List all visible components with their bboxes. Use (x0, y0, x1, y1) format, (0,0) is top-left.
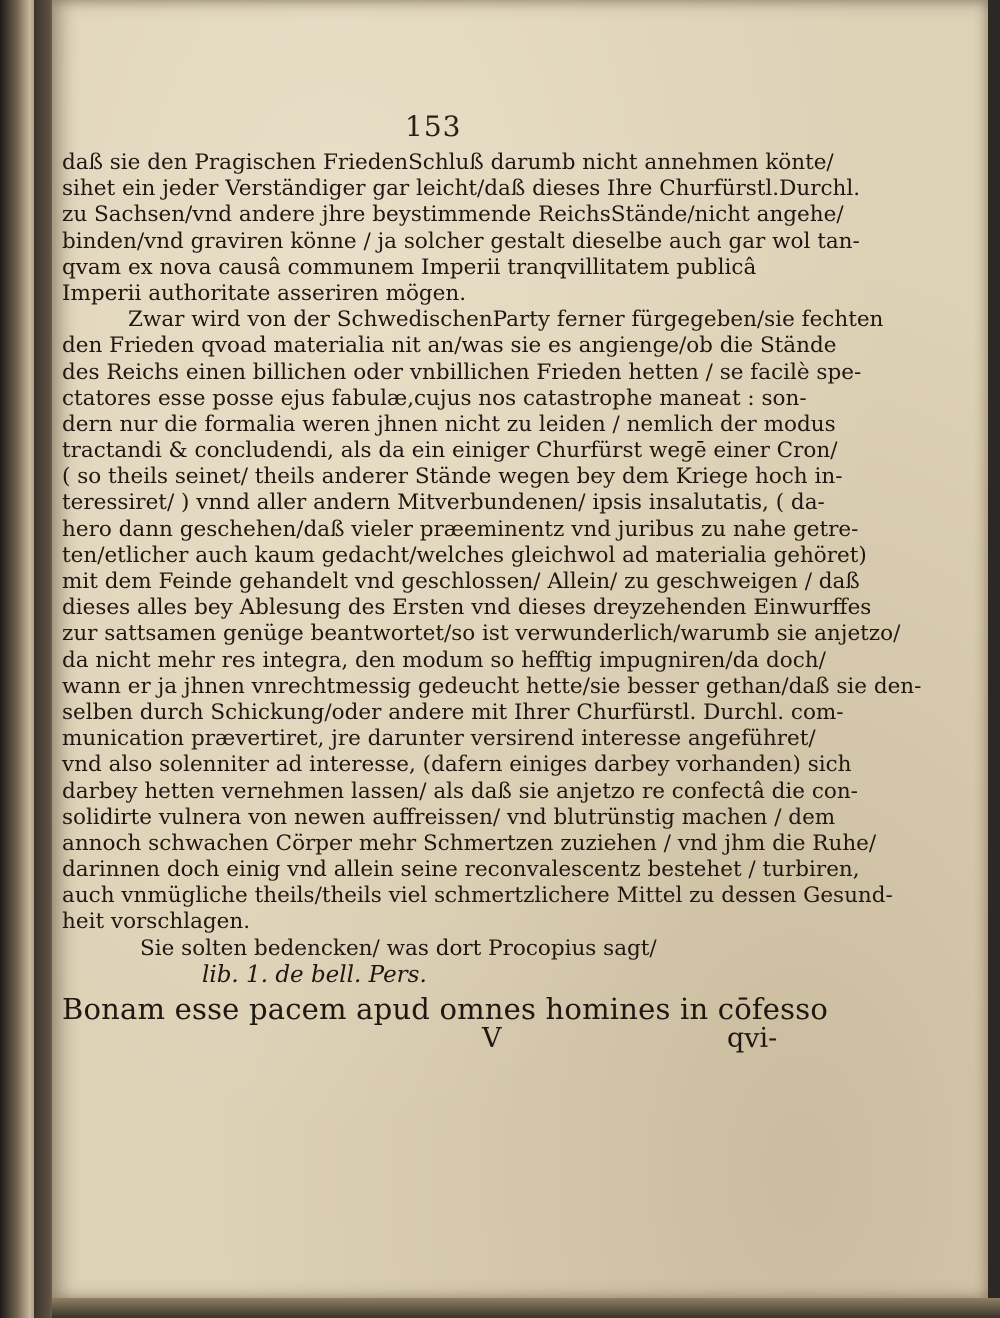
text-line: munication prævertiret, jre darunter versirend interesse angeführet/ (62, 726, 816, 752)
quote-intro-line: Sie solten bedencken/ was dort Procopius sagt/ (140, 935, 657, 961)
text-line: da nicht mehr res integra, den modum so hefftig impugniren/da doch/ (62, 647, 826, 673)
text-line: daß sie den Pragischen FriedenSchluß darumb nicht annehmen könte/ (62, 150, 834, 175)
text-line: hero dann geschehen/daß vieler præeminentz vnd juribus zu nahe getre- (62, 516, 859, 542)
text-line: zu Sachsen/vnd andere jhre beystimmende ReichsStände/nicht angehe/ (62, 202, 844, 228)
text-line: ctatores esse posse ejus fabulæ,cujus nos catastrophe maneat : son- (62, 385, 807, 411)
text-line: auch vnmügliche theils/theils viel schmertzlichere Mittel zu dessen Gesund- (62, 883, 893, 909)
text-line: selben durch Schickung/oder andere mit Ihrer Churfürstl. Durchl. com- (62, 699, 844, 725)
text-line: annoch schwachen Cörper mehr Schmertzen zuziehen / vnd jhm die Ruhe/ (62, 830, 877, 856)
text-line: qvam ex nova causâ communem Imperii tranqvillitatem publicâ (62, 254, 757, 280)
paragraph-start-line: Zwar wird von der SchwedischenParty ferner fürgegeben/sie fechten (128, 307, 884, 333)
text-line: dern nur die formalia weren jhnen nicht zu leiden / nemlich der modus (62, 411, 836, 437)
body-text (62, 150, 922, 1058)
text-line: ( so theils seinet/ theils anderer Stände wegen bey dem Kriege hoch in- (62, 464, 843, 490)
text-line: wann er ja jhnen vnrechtmessig gedeucht hette/sie besser gethan/daß sie den- (62, 673, 922, 699)
text-line: sihet ein jeder Verständiger gar leicht/daß dieses Ihre Churfürstl.Durchl. (62, 176, 861, 202)
text-line: Imperii authoritate asseriren mögen. (62, 280, 467, 306)
text-line: zur sattsamen genüge beantwortet/so ist verwunderlich/warumb sie anjetzo/ (62, 621, 901, 647)
text-line: den Frieden qvoad materialia nit an/was sie es angienge/ob die Stände (62, 333, 837, 359)
text-line: darinnen doch einig vnd allein seine reconvalescentz bestehet / turbiren, (62, 857, 860, 883)
page-bottom-edge (52, 1298, 1000, 1318)
text-line: mit dem Feinde gehandelt vnd geschlossen/ Allein/ zu geschweigen / daß (62, 569, 860, 594)
page-number: 153 (405, 110, 462, 143)
catchword: qvi- (727, 1023, 778, 1054)
text-line: des Reichs einen billichen oder vnbillichen Frieden hetten / se facilè spe- (62, 359, 862, 385)
text-line: teressiret/ ) vnnd aller andern Mitverbundenen/ ipsis insalutatis, ( da- (62, 490, 825, 516)
text-line: ten/etlicher auch kaum gedacht/welches gleichwol ad materialia gehöret) (62, 542, 867, 568)
page-footer (62, 1023, 832, 1058)
citation: lib. 1. de bell. Pers. (202, 961, 427, 988)
text-line: binden/vnd graviren könne / ja solcher gestalt dieselbe auch gar wol tan- (62, 228, 860, 254)
text-line: darbey hetten vernehmen lassen/ als daß sie anjetzo re confectâ die con- (62, 778, 858, 804)
latin-quote-line: Bonam esse pacem apud omnes homines in cōfesso (62, 992, 828, 1026)
text-line: dieses alles bey Ablesung des Ersten vnd dieses dreyzehenden Einwurffes (62, 595, 872, 621)
text-line: heit vorschlagen. (62, 909, 251, 935)
text-line: vnd also solenniter ad interesse, (dafern einiges darbey vorhanden) sich (62, 752, 852, 778)
text-line: tractandi & concludendi, als da ein einiger Churfürst wegē einer Cron/ (62, 438, 838, 464)
text-line: solidirte vulnera von newen auffreissen/ vnd blutrünstig machen / dem (62, 804, 836, 830)
signature-mark: V (482, 1023, 502, 1054)
